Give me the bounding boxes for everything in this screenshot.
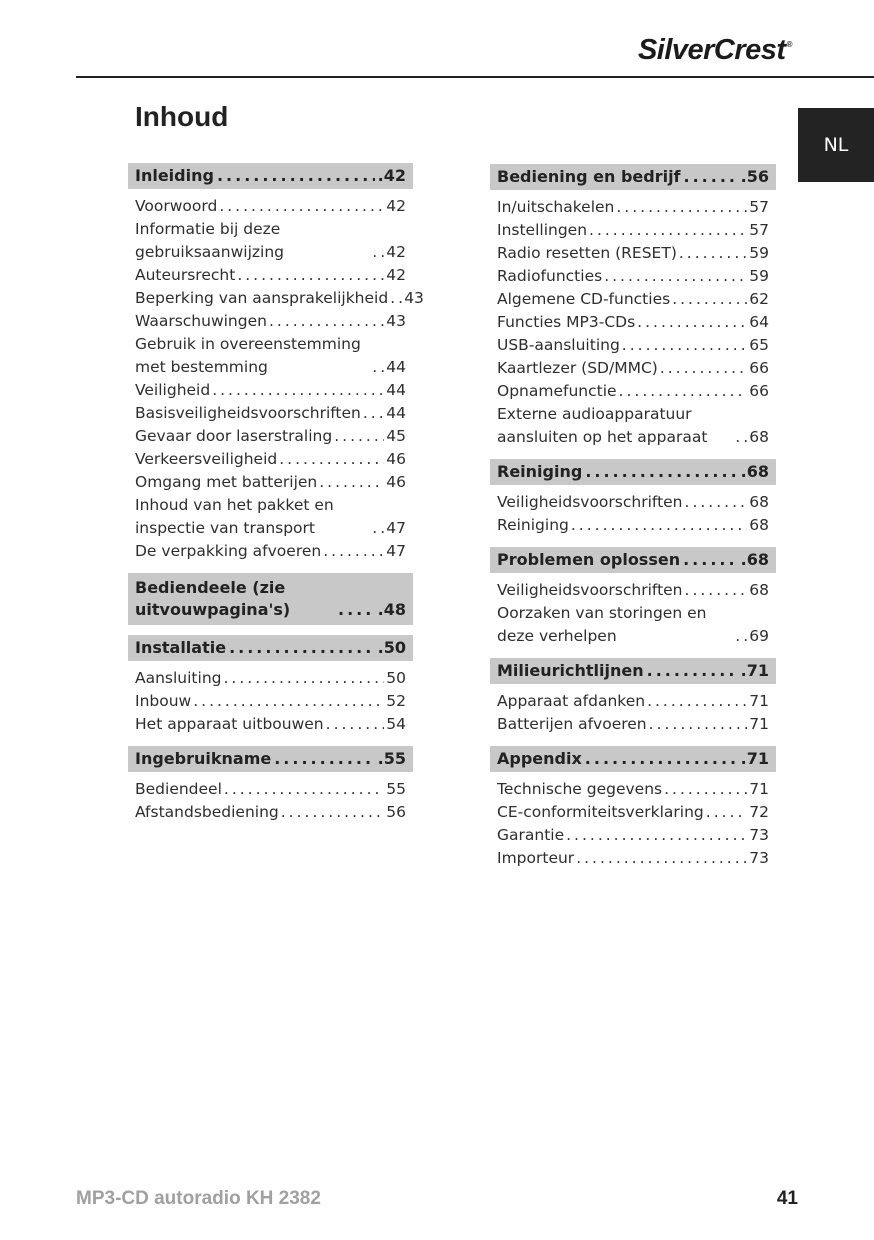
toc-entry[interactable] xyxy=(128,425,413,448)
toc-entry[interactable] xyxy=(128,218,413,264)
toc-entry-page: 68 xyxy=(749,428,769,446)
toc-entry[interactable] xyxy=(128,264,413,287)
toc-section-page: .42 xyxy=(377,166,406,185)
toc-entry-page: 62 xyxy=(749,290,769,308)
toc-entry-page: 43 xyxy=(404,289,424,307)
toc-entry-text: Het apparaat uitbouwen xyxy=(135,715,324,733)
toc-entry-text: Aansluiting xyxy=(135,669,222,687)
toc-entry-text: Oorzaken van storingen en deze verhelpen xyxy=(497,604,707,645)
toc-entry[interactable] xyxy=(128,690,413,713)
toc-entry-page: 57 xyxy=(749,198,769,216)
toc-dot-leader xyxy=(229,637,375,659)
toc-entry-page: 50 xyxy=(386,669,406,687)
toc-dot-leader xyxy=(326,713,385,736)
toc-section-page: .68 xyxy=(740,550,769,569)
toc-section xyxy=(128,163,424,563)
toc-section-title: Reiniging xyxy=(497,462,583,481)
toc-section-title: Ingebruikname xyxy=(135,749,272,768)
toc-entry[interactable] xyxy=(490,690,776,713)
toc-dot-leader xyxy=(334,425,384,448)
toc-section-heading[interactable] xyxy=(128,163,413,189)
toc-dot-leader xyxy=(372,356,384,379)
toc-dot-leader xyxy=(363,402,384,425)
toc-section-heading[interactable] xyxy=(490,746,776,772)
toc-entry-page: 64 xyxy=(749,313,769,331)
toc-entry-page: 46 xyxy=(386,473,406,491)
toc-entry-page: 42 xyxy=(386,266,406,284)
toc-entry[interactable] xyxy=(490,265,776,288)
toc-entry-text: Veiligheid xyxy=(135,381,211,399)
toc-dot-leader xyxy=(193,690,384,713)
toc-entry-text: Informatie bij deze gebruiksaanwijzing xyxy=(135,220,284,261)
toc-entry-page: 42 xyxy=(386,197,406,215)
toc-dot-leader xyxy=(683,549,738,571)
toc-section xyxy=(128,573,413,625)
toc-dot-leader xyxy=(576,847,747,870)
toc-section-title: Problemen oplossen xyxy=(497,550,681,569)
toc-section xyxy=(490,164,776,449)
toc-section-heading[interactable] xyxy=(490,164,776,190)
toc-entry-text: Garantie xyxy=(497,826,565,844)
toc-entry-text: Importeur xyxy=(497,849,575,867)
toc-dot-leader xyxy=(223,667,384,690)
toc-entry[interactable] xyxy=(490,288,776,311)
brand-logo xyxy=(638,34,792,67)
toc-entry-page: 44 xyxy=(386,404,406,422)
toc-entry[interactable] xyxy=(490,801,776,824)
toc-section-page: .50 xyxy=(377,638,406,657)
toc-section-page: .71 xyxy=(740,661,769,680)
toc-section-page: .48 xyxy=(377,600,406,619)
toc-entry[interactable] xyxy=(128,195,413,218)
toc-dot-leader xyxy=(224,778,384,801)
toc-entry[interactable] xyxy=(128,448,413,471)
toc-dot-leader xyxy=(660,357,747,380)
toc-entry[interactable] xyxy=(128,402,413,425)
toc-entry[interactable] xyxy=(490,579,776,602)
toc-entry-text: Radio resetten (RESET) xyxy=(497,244,677,262)
toc-entry-page: 73 xyxy=(749,849,769,867)
toc-dot-leader xyxy=(217,165,375,187)
toc-dot-leader xyxy=(649,713,748,736)
toc-dot-leader xyxy=(571,514,747,537)
toc-dot-leader xyxy=(237,264,384,287)
toc-entry-text: Waarschuwingen xyxy=(135,312,267,330)
toc-entry[interactable] xyxy=(490,357,776,380)
toc-dot-leader xyxy=(274,748,374,770)
toc-entry-page: 72 xyxy=(749,803,769,821)
toc-entry-page: 65 xyxy=(749,336,769,354)
toc-entry[interactable] xyxy=(128,494,413,540)
toc-section-title: Bediening en bedrijf xyxy=(497,167,681,186)
toc-entry-page: 68 xyxy=(749,581,769,599)
toc-dot-leader xyxy=(585,461,737,483)
toc-entry-text: Auteursrecht xyxy=(135,266,236,284)
toc-entry[interactable] xyxy=(490,824,776,847)
footer-page-number: 41 xyxy=(776,1188,798,1209)
toc-entry-page: 59 xyxy=(749,244,769,262)
toc-dot-leader xyxy=(269,310,384,333)
toc-entry-page: 44 xyxy=(386,358,406,376)
toc-entry-page: 66 xyxy=(749,359,769,377)
toc-entry[interactable] xyxy=(128,540,413,563)
toc-section-page: .68 xyxy=(740,462,769,481)
toc-section-heading[interactable] xyxy=(128,746,413,772)
toc-entry-text: Veiligheidsvoorschriften xyxy=(497,493,683,511)
toc-entry-text: Batterijen afvoeren xyxy=(497,715,647,733)
toc-entry-page: 69 xyxy=(749,627,769,645)
toc-section-title: Installatie xyxy=(135,638,227,657)
toc-section-page: .71 xyxy=(740,749,769,768)
toc-entry-page: 54 xyxy=(386,715,406,733)
toc-entry-page: 55 xyxy=(386,780,406,798)
toc-entry[interactable] xyxy=(128,713,413,736)
brand-name: SilverCrest xyxy=(637,34,786,66)
toc-entry-page: 46 xyxy=(386,450,406,468)
toc-entry[interactable] xyxy=(490,514,776,537)
toc-entry-text: Instellingen xyxy=(497,221,588,239)
toc-section-heading[interactable] xyxy=(490,459,776,485)
toc-entry-page: 57 xyxy=(749,221,769,239)
toc-entry[interactable] xyxy=(490,713,776,736)
toc-dot-leader xyxy=(647,660,738,682)
toc-entry-text: Technische gegevens xyxy=(497,780,663,798)
toc-entry-text: Gevaar door laserstraling xyxy=(135,427,333,445)
toc-entry[interactable] xyxy=(128,471,413,494)
toc-entry[interactable] xyxy=(490,380,776,403)
toc-entry-text: Omgang met batterijen xyxy=(135,473,318,491)
toc-entry-text: Algemene CD-functies xyxy=(497,290,671,308)
toc-entry-page: 66 xyxy=(749,382,769,400)
toc-section-title: Bediendeele (zie uitvouwpagina's) xyxy=(135,578,291,619)
toc-entry[interactable] xyxy=(490,778,776,801)
toc-entry-text: Afstandsbediening xyxy=(135,803,279,821)
toc-entry[interactable] xyxy=(128,667,413,690)
toc-section xyxy=(128,635,413,736)
toc-entry-page: 47 xyxy=(386,519,406,537)
toc-entry[interactable] xyxy=(490,847,776,870)
toc-entry[interactable] xyxy=(128,287,424,310)
toc-entry-page: 71 xyxy=(749,692,769,710)
toc-entry-text: Opnamefunctie xyxy=(497,382,617,400)
toc-entry-text: Apparaat afdanken xyxy=(497,692,646,710)
toc-dot-leader xyxy=(390,287,402,310)
header-rule xyxy=(76,76,874,78)
toc-entry[interactable] xyxy=(490,242,776,265)
toc-entry-text: Inhoud van het pakket en inspectie van transport xyxy=(135,496,334,537)
toc-entry-page: 44 xyxy=(386,381,406,399)
toc-section-heading[interactable] xyxy=(490,658,776,684)
toc-entry[interactable] xyxy=(128,379,413,402)
language-tab: NL xyxy=(798,108,874,182)
toc-entry-text: Basisveiligheidsvoorschriften xyxy=(135,404,361,422)
toc-dot-leader xyxy=(622,334,747,357)
toc-entry[interactable] xyxy=(128,310,413,333)
toc-entry-text: Kaartlezer (SD/MMC) xyxy=(497,359,658,377)
toc-entry-text: In/uitschakelen xyxy=(497,198,615,216)
toc-dot-leader xyxy=(219,195,384,218)
page-title: Inhoud xyxy=(135,101,229,132)
toc-entry-text: Functies MP3-CDs xyxy=(497,313,636,331)
toc-section xyxy=(490,658,776,736)
toc-entry-page: 68 xyxy=(749,516,769,534)
toc-dot-leader xyxy=(616,196,747,219)
toc-entry-page: 73 xyxy=(749,826,769,844)
toc-entry[interactable] xyxy=(128,333,413,379)
footer-product-title: MP3-CD autoradio KH 2382 xyxy=(76,1188,321,1209)
toc-dot-leader xyxy=(319,471,384,494)
toc-section xyxy=(490,547,776,648)
toc-dot-leader xyxy=(685,579,748,602)
toc-dot-leader xyxy=(338,599,375,621)
toc-entry-text: Reiniging xyxy=(497,516,569,534)
toc-section-heading[interactable] xyxy=(128,635,413,661)
toc-section-title: Milieurichtlijnen xyxy=(497,661,644,680)
toc-dot-leader xyxy=(679,242,747,265)
toc-dot-leader xyxy=(604,265,747,288)
toc-entry-text: Voorwoord xyxy=(135,197,218,215)
toc-entry-page: 45 xyxy=(386,427,406,445)
toc-entry-page: 68 xyxy=(749,493,769,511)
toc-dot-leader xyxy=(281,801,385,824)
toc-entry-page: 43 xyxy=(386,312,406,330)
toc-entry[interactable] xyxy=(490,311,776,334)
toc-dot-leader xyxy=(735,625,747,648)
toc-entry-page: 71 xyxy=(749,780,769,798)
toc-entry-page: 47 xyxy=(386,542,406,560)
toc-dot-leader xyxy=(323,540,384,563)
toc-dot-leader xyxy=(212,379,384,402)
toc-dot-leader xyxy=(619,380,748,403)
toc-entry-text: Beperking van aansprakelijkheid xyxy=(135,289,389,307)
toc-dot-leader xyxy=(372,517,384,540)
toc-section-heading[interactable] xyxy=(490,547,776,573)
toc-entry-text: Bediendeel xyxy=(135,780,222,798)
toc-section xyxy=(490,746,776,870)
toc-dot-leader xyxy=(637,311,747,334)
toc-dot-leader xyxy=(706,801,748,824)
toc-right-column xyxy=(490,164,776,870)
toc-dot-leader xyxy=(672,288,747,311)
toc-section-title: Inleiding xyxy=(135,166,214,185)
toc-section-page: .55 xyxy=(377,749,406,768)
toc-entry[interactable] xyxy=(128,801,413,824)
toc-entry-text: USB-aansluiting xyxy=(497,336,620,354)
toc-entry-page: 42 xyxy=(386,243,406,261)
toc-entry[interactable] xyxy=(490,334,776,357)
toc-section xyxy=(490,459,776,537)
toc-dot-leader xyxy=(585,748,738,770)
toc-entry-page: 52 xyxy=(386,692,406,710)
toc-entry[interactable] xyxy=(490,403,776,449)
toc-entry-text: Externe audioapparatuur aansluiten op het apparaat xyxy=(497,405,708,446)
toc-entry-page: 56 xyxy=(386,803,406,821)
toc-dot-leader xyxy=(684,166,738,188)
toc-dot-leader xyxy=(566,824,747,847)
toc-entry[interactable] xyxy=(490,219,776,242)
toc-entry[interactable] xyxy=(128,778,413,801)
toc-entry[interactable] xyxy=(490,602,776,648)
toc-dot-leader xyxy=(685,491,748,514)
toc-section-title: Appendix xyxy=(497,749,582,768)
toc-entry-page: 71 xyxy=(749,715,769,733)
toc-entry-text: Verkeersveiligheid xyxy=(135,450,278,468)
toc-entry-page: 59 xyxy=(749,267,769,285)
toc-left-column xyxy=(128,163,424,824)
toc-dot-leader xyxy=(372,241,384,264)
toc-entry-text: Veiligheidsvoorschriften xyxy=(497,581,683,599)
toc-entry-text: Inbouw xyxy=(135,692,192,710)
toc-section xyxy=(128,746,413,824)
toc-dot-leader xyxy=(589,219,747,242)
toc-entry-text: CE-conformiteitsverklaring xyxy=(497,803,704,821)
toc-section-page: .56 xyxy=(740,167,769,186)
toc-entry[interactable] xyxy=(490,491,776,514)
toc-section-heading[interactable] xyxy=(128,573,413,625)
toc-entry-text: Gebruik in overeenstemming met bestemming xyxy=(135,335,361,376)
toc-dot-leader xyxy=(735,426,747,449)
toc-dot-leader xyxy=(647,690,747,713)
toc-entry[interactable] xyxy=(490,196,776,219)
trademark-symbol: ® xyxy=(786,40,792,49)
toc-entry-text: De verpakking afvoeren xyxy=(135,542,322,560)
toc-dot-leader xyxy=(664,778,747,801)
toc-entry-text: Radiofuncties xyxy=(497,267,603,285)
toc-dot-leader xyxy=(279,448,384,471)
